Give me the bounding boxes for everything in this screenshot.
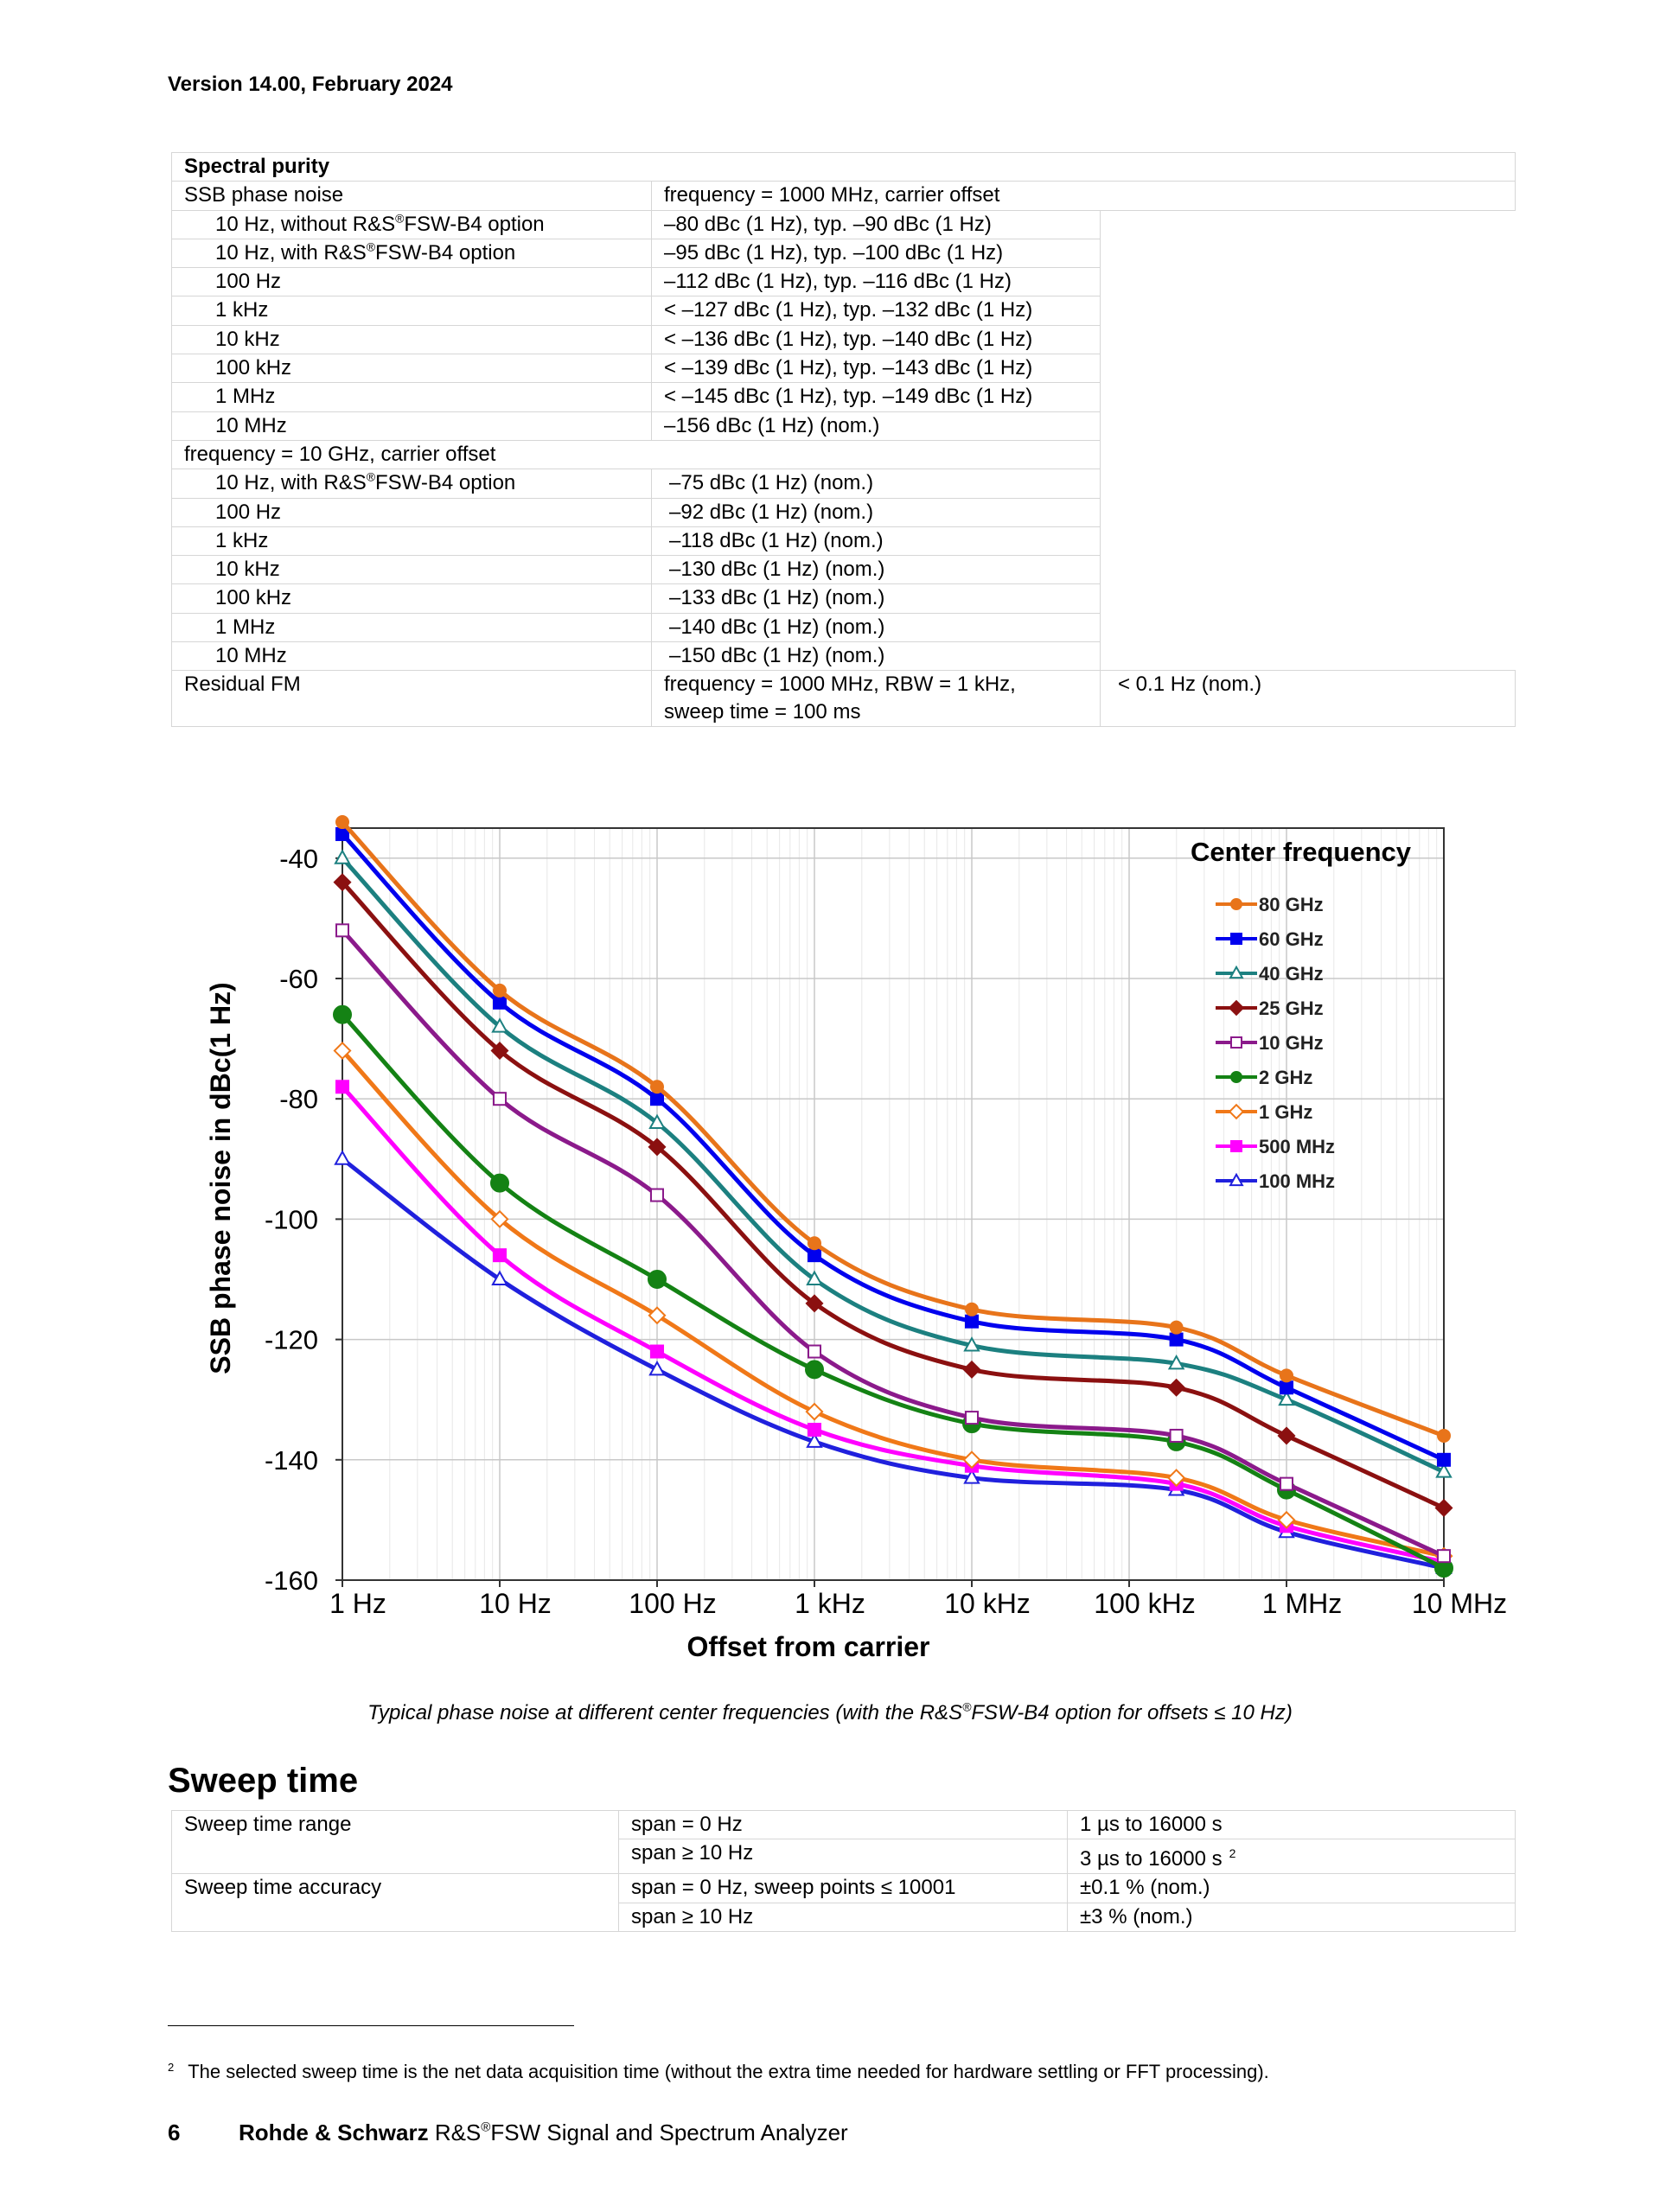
value-text: 1 µs to 16000 s <box>1080 1813 1223 1836</box>
table-row <box>172 671 1516 727</box>
condition-cell: span ≥ 10 Hz <box>619 1839 1068 1874</box>
sweep-rows <box>172 1811 1516 1932</box>
table-row <box>172 354 1516 383</box>
offset-cell <box>172 325 652 354</box>
offset-label: 100 Hz <box>215 270 282 294</box>
data-point <box>1171 1430 1183 1442</box>
y-tick-label: -40 <box>279 843 318 874</box>
data-point <box>806 1361 823 1378</box>
value-cell: –75 dBc (1 Hz) (nom.) <box>652 469 1101 498</box>
offset-label: 10 Hz, without R&S <box>215 212 396 236</box>
condition-heading: frequency = 1000 MHz, carrier offset <box>652 182 1516 210</box>
offset-label-suffix: FSW-B4 option <box>374 471 516 495</box>
y-tick-label: -80 <box>279 1084 318 1115</box>
y-tick-label: -100 <box>264 1204 318 1235</box>
value-text: 3 µs to 16000 s <box>1080 1847 1223 1871</box>
offset-cell <box>172 411 652 440</box>
caption-text-2: FSW-B4 option for offsets ≤ 10 Hz) <box>971 1701 1293 1724</box>
offset-label: 10 MHz <box>215 413 287 437</box>
legend-label: 500 MHz <box>1259 1136 1336 1157</box>
condition-line: sweep time = 100 ms <box>664 700 861 724</box>
table-row <box>172 268 1516 296</box>
value-cell: < –145 dBc (1 Hz), typ. –149 dBc (1 Hz) <box>652 383 1101 411</box>
data-point <box>336 816 348 828</box>
table-row <box>172 210 1516 239</box>
table-row <box>172 498 1516 526</box>
data-point <box>966 1412 978 1424</box>
table-row <box>172 526 1516 555</box>
x-axis-title: Offset from carrier <box>686 1631 930 1662</box>
table-row <box>172 239 1516 267</box>
phase-noise-chart <box>199 813 1508 1677</box>
value-cell: –140 dBc (1 Hz) (nom.) <box>652 613 1101 641</box>
caption-text: Typical phase noise at different center frequencies (with the R&S <box>367 1701 963 1724</box>
sweep-time-table <box>171 1810 1516 1932</box>
table-row <box>172 1874 1516 1903</box>
legend-label: 10 GHz <box>1259 1032 1324 1054</box>
data-point <box>1280 1369 1293 1381</box>
legend-label: 60 GHz <box>1259 928 1324 950</box>
condition-cell <box>652 671 1101 727</box>
parameter-label: Sweep time range <box>172 1811 619 1874</box>
table-row <box>172 182 1516 210</box>
data-point <box>1171 1334 1183 1346</box>
data-point <box>1280 1381 1293 1393</box>
value-cell: –118 dBc (1 Hz) (nom.) <box>652 526 1101 555</box>
legend-label: 1 GHz <box>1259 1101 1313 1123</box>
value-cell: –150 dBc (1 Hz) (nom.) <box>652 642 1101 671</box>
offset-cell: 10 Hz, with R&S®FSW-B4 option <box>172 239 652 267</box>
x-tick-label: 100 kHz <box>1094 1588 1196 1619</box>
value-text: ±0.1 % (nom.) <box>1080 1876 1210 1900</box>
data-point <box>1438 1550 1450 1562</box>
condition-heading: frequency = 10 GHz, carrier offset <box>172 440 1101 469</box>
data-point <box>966 1316 978 1328</box>
x-tick-label: 1 kHz <box>795 1588 865 1619</box>
condition-line: frequency = 1000 MHz, RBW = 1 kHz, <box>664 673 1016 697</box>
value-cell: –92 dBc (1 Hz) (nom.) <box>652 498 1101 526</box>
condition-cell: span ≥ 10 Hz <box>619 1903 1068 1931</box>
product-name-2: FSW Signal and Spectrum Analyzer <box>490 2120 848 2145</box>
value-cell: –112 dBc (1 Hz), typ. –116 dBc (1 Hz) <box>652 268 1101 296</box>
y-tick-label: -160 <box>264 1565 318 1596</box>
legend-label: 40 GHz <box>1259 963 1324 985</box>
offset-label: 100 kHz <box>215 356 292 380</box>
data-point <box>651 1093 663 1105</box>
offset-label: 10 kHz <box>215 558 280 582</box>
parameter-label: SSB phase noise <box>172 182 652 210</box>
x-tick-label: 10 kHz <box>944 1588 1031 1619</box>
table-row <box>172 613 1516 641</box>
offset-label: 10 kHz <box>215 327 280 351</box>
offset-cell <box>172 268 652 296</box>
footnote-number: 2 <box>168 2061 175 2074</box>
data-point <box>1438 1454 1450 1466</box>
table-row <box>172 296 1516 325</box>
table-row <box>172 469 1516 498</box>
footnote-text: The selected sweep time is the net data acquisition time (without the extra time needed for hardware settling or FFT processing). <box>188 2061 1269 2082</box>
value-cell <box>1068 1811 1516 1839</box>
page-number: 6 <box>168 2120 181 2145</box>
chart-caption: Typical phase noise at different center frequencies (with the R&S®FSW-B4 option for offsets ≤ 10 Hz) <box>367 1699 1293 1724</box>
y-tick-label: -120 <box>264 1324 318 1355</box>
table-row <box>172 383 1516 411</box>
legend-marker <box>1231 1141 1242 1151</box>
y-tick-label: -140 <box>264 1444 318 1476</box>
data-point <box>808 1346 820 1358</box>
offset-label: 100 Hz <box>215 500 282 524</box>
data-point <box>1171 1322 1183 1334</box>
spectral-purity-table <box>171 152 1516 727</box>
page-footer: 6 Rohde & Schwarz R&S®FSW Signal and Spectrum Analyzer <box>168 2120 848 2145</box>
offset-label: 1 MHz <box>215 385 276 409</box>
offset-label: 10 Hz, with R&S <box>215 471 367 495</box>
legend-label: 25 GHz <box>1259 998 1324 1019</box>
data-point <box>336 1081 348 1093</box>
value-cell: –95 dBc (1 Hz), typ. –100 dBc (1 Hz) <box>652 239 1101 267</box>
legend-marker <box>1231 1072 1242 1082</box>
value-cell: –156 dBc (1 Hz) (nom.) <box>652 411 1101 440</box>
offset-label: 10 MHz <box>215 644 287 668</box>
offset-label: 1 MHz <box>215 615 276 639</box>
offset-label-suffix: FSW-B4 option <box>404 212 545 236</box>
value-cell <box>1068 1839 1516 1874</box>
table-row <box>172 584 1516 613</box>
table-row <box>172 325 1516 354</box>
data-point <box>808 1249 820 1261</box>
value-text: ±3 % (nom.) <box>1080 1904 1193 1928</box>
condition-cell: span = 0 Hz, sweep points ≤ 10001 <box>619 1874 1068 1903</box>
x-tick-label: 10 Hz <box>479 1588 552 1619</box>
condition-cell: span = 0 Hz <box>619 1811 1068 1839</box>
offset-cell <box>172 296 652 325</box>
offset-label: 10 Hz, with R&S <box>215 240 367 265</box>
data-point <box>651 1081 663 1093</box>
legend-label: 80 GHz <box>1259 894 1324 915</box>
product-name: R&S <box>428 2120 482 2145</box>
data-point <box>651 1346 663 1358</box>
data-point <box>494 997 506 1009</box>
value-cell: < –127 dBc (1 Hz), typ. –132 dBc (1 Hz) <box>652 296 1101 325</box>
group1-rows <box>172 210 1516 440</box>
offset-label: 1 kHz <box>215 298 269 322</box>
data-point <box>494 985 506 997</box>
offset-label-suffix: FSW-B4 option <box>374 240 516 265</box>
y-axis-title: SSB phase noise in dBc(1 Hz) <box>205 982 236 1374</box>
value-cell: –130 dBc (1 Hz) (nom.) <box>652 556 1101 584</box>
data-point <box>808 1424 820 1436</box>
offset-cell <box>172 498 652 526</box>
footnote-separator <box>168 2025 574 2026</box>
document-version: Version 14.00, February 2024 <box>168 73 453 96</box>
offset-cell <box>172 642 652 671</box>
data-point <box>494 1249 506 1261</box>
legend-marker <box>1231 934 1242 944</box>
data-point <box>334 1006 351 1023</box>
footnote <box>168 2061 1269 2083</box>
data-point <box>651 1189 663 1202</box>
parameter-label: Residual FM <box>172 671 652 727</box>
x-tick-label: 1 MHz <box>1261 1588 1343 1619</box>
x-tick-label: 100 Hz <box>629 1588 717 1619</box>
offset-label: 1 kHz <box>215 528 269 552</box>
offset-label: 100 kHz <box>215 586 292 610</box>
section-title: Spectral purity <box>172 153 1516 182</box>
group2-rows <box>172 469 1516 671</box>
data-point <box>1280 1478 1293 1490</box>
value-cell: –80 dBc (1 Hz), typ. –90 dBc (1 Hz) <box>652 210 1101 239</box>
table-row <box>172 411 1516 440</box>
value-cell <box>1068 1874 1516 1903</box>
data-point <box>966 1304 978 1316</box>
value-cell: < 0.1 Hz (nom.) <box>1101 671 1516 727</box>
table-row <box>172 440 1516 469</box>
data-point <box>648 1271 666 1288</box>
value-cell: –133 dBc (1 Hz) (nom.) <box>652 584 1101 613</box>
offset-cell: 10 Hz, without R&S®FSW-B4 option <box>172 210 652 239</box>
value-cell: < –136 dBc (1 Hz), typ. –140 dBc (1 Hz) <box>652 325 1101 354</box>
offset-cell <box>172 584 652 613</box>
legend-marker <box>1231 899 1242 909</box>
x-tick-label: 10 MHz <box>1411 1588 1508 1619</box>
offset-cell <box>172 354 652 383</box>
footnote-ref: 2 <box>1229 1846 1236 1861</box>
offset-cell <box>172 556 652 584</box>
parameter-label: Sweep time accuracy <box>172 1874 619 1932</box>
table-row <box>172 1811 1516 1839</box>
legend-label: 2 GHz <box>1259 1067 1313 1088</box>
offset-cell <box>172 383 652 411</box>
data-point <box>1438 1430 1450 1442</box>
data-point <box>494 1093 506 1105</box>
data-point <box>491 1175 508 1192</box>
y-tick-label: -60 <box>279 964 318 994</box>
brand-name: Rohde & Schwarz <box>239 2120 429 2145</box>
data-point <box>808 1237 820 1249</box>
data-point <box>336 924 348 936</box>
offset-cell <box>172 613 652 641</box>
table-row <box>172 153 1516 182</box>
legend-label: 100 MHz <box>1259 1170 1336 1192</box>
legend-title: Center frequency <box>1191 837 1411 867</box>
section-heading: Sweep time <box>168 1762 359 1800</box>
offset-cell: 10 Hz, with R&S®FSW-B4 option <box>172 469 652 498</box>
legend-marker <box>1231 1037 1242 1048</box>
table-row <box>172 556 1516 584</box>
x-tick-label: 1 Hz <box>329 1588 386 1619</box>
value-cell <box>1068 1903 1516 1931</box>
value-cell: < –139 dBc (1 Hz), typ. –143 dBc (1 Hz) <box>652 354 1101 383</box>
table-row <box>172 642 1516 671</box>
offset-cell <box>172 526 652 555</box>
